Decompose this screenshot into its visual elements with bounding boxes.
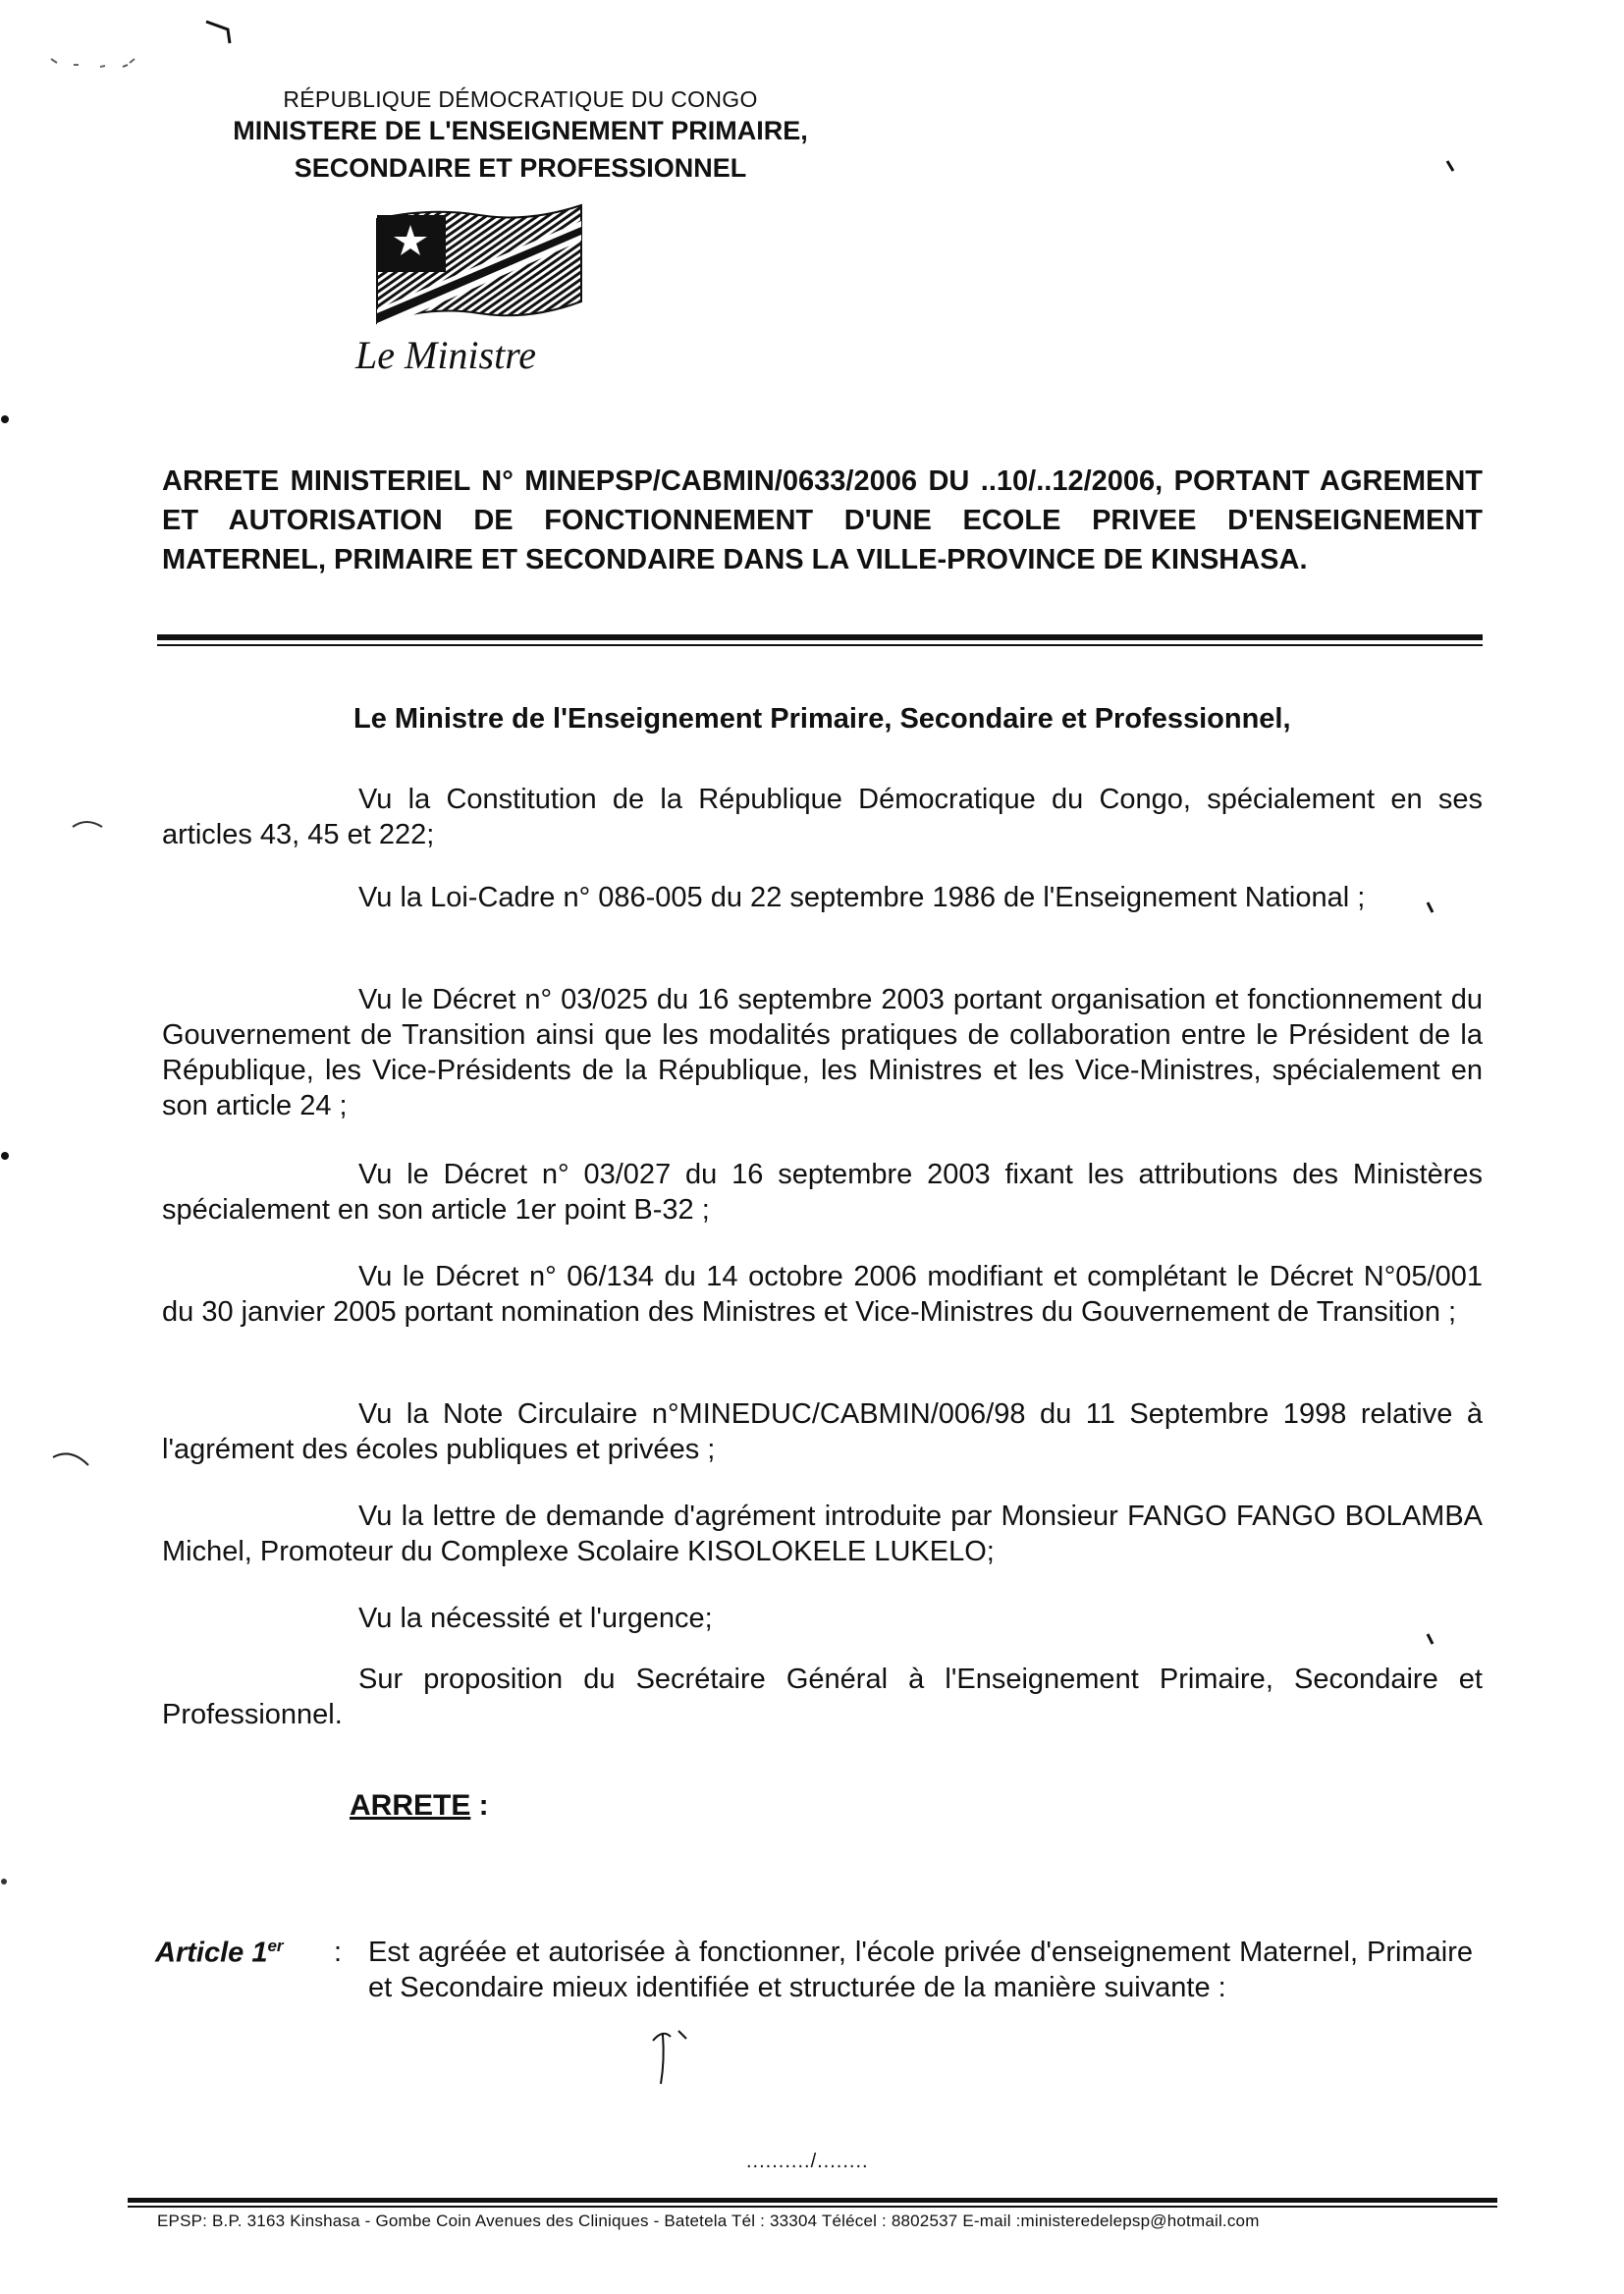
footer-address: EPSP: B.P. 3163 Kinshasa - Gombe Coin Avenues des Cliniques - Batetela Tél : 33304 Télécel : 8802537 E-mail :ministeredelepsp@hotmail.com <box>157 2212 1260 2230</box>
scan-mark <box>1443 157 1463 177</box>
article-1-label <box>155 1937 284 1970</box>
article-1-label-text: Article 1 <box>155 1937 268 1969</box>
footer-rule-thin <box>128 2206 1497 2208</box>
consideration-constitution: Vu la Constitution de la République Démocratique du Congo, spécialement en ses articles 43, 45 et 222; <box>162 784 1483 850</box>
article-1-label-sup: er <box>267 1937 284 1955</box>
consideration-decret-03-027: Vu le Décret n° 03/027 du 16 septembre 2003 fixant les attributions des Ministères spécialement en son article 1er point B-32 ; <box>162 1159 1483 1226</box>
scan-mark <box>49 1444 98 1473</box>
article-1-text: Est agréée et autorisée à fonctionner, l'école privée d'enseignement Maternel, Primaire et Secondaire mieux identifiée et structurée de la manière suivante : <box>368 1937 1473 2003</box>
consideration-note-circulaire: Vu la Note Circulaire n°MINEDUC/CABMIN/006/98 du 11 Septembre 1998 relative à l'agrément des écoles publiques et privées ; <box>162 1398 1483 1465</box>
consideration-proposition: Sur proposition du Secrétaire Général à l'Enseignement Primaire, Secondaire et Professionnel. <box>162 1664 1483 1730</box>
scan-mark <box>39 49 167 79</box>
footer-rule <box>128 2198 1497 2203</box>
arrete-heading-colon: : <box>470 1789 489 1822</box>
title-rule-thin <box>157 644 1483 646</box>
flag-emblem <box>371 201 587 339</box>
consideration-urgence: Vu la nécessité et l'urgence; <box>358 1603 713 1634</box>
signatory-title: Le Ministre <box>355 333 537 377</box>
article-1-colon: : <box>334 1937 343 1968</box>
title-rule <box>157 634 1483 640</box>
decree-title: ARRETE MINISTERIEL N° MINEPSP/CABMIN/0633/2006 DU ..10/..12/2006, PORTANT AGREMENT ET AUTORISATION DE FONCTIONNEMENT D'UNE ECOLE PRIVEE D'ENSEIGNEMENT MATERNEL, PRIMAIRE ET SECONDAIRE DANS LA VILLE-PROVINCE DE KINSHASA. <box>162 465 1483 575</box>
scan-mark <box>0 1149 14 1163</box>
scan-mark <box>69 815 108 835</box>
country-name: RÉPUBLIQUE DÉMOCRATIQUE DU CONGO <box>283 86 758 112</box>
page-continuation: ........../........ <box>746 2151 869 2172</box>
consideration-loi-cadre: Vu la Loi-Cadre n° 086-005 du 22 septembre 1986 de l'Enseignement National ; <box>358 882 1366 913</box>
scan-mark <box>0 1876 12 1887</box>
consideration-decret-06-134: Vu le Décret n° 06/134 du 14 octobre 2006 modifiant et complétant le Décret N°05/001 du 30 janvier 2005 portant nomination des Ministres et Vice-Ministres du Gouvernement de Transition ; <box>162 1261 1483 1328</box>
arrete-heading-text: ARRETE <box>350 1789 471 1822</box>
scan-mark <box>0 412 14 426</box>
minister-designation: Le Ministre de l'Enseignement Primaire, Secondaire et Professionnel, <box>353 703 1291 735</box>
consideration-decret-03-025: Vu le Décret n° 03/025 du 16 septembre 2003 portant organisation et fonctionnement du Gouvernement de Transition ainsi que les modalités pratiques de collaboration entre le Président de la République, les Vice-Présidents de la République, les Ministres et les Vice-Ministres, spécialement en son article 24 ; <box>162 984 1483 1121</box>
arrete-heading <box>350 1789 489 1823</box>
handwritten-initial <box>643 2021 712 2090</box>
consideration-lettre-demande: Vu la lettre de demande d'agrément introduite par Monsieur FANGO FANGO BOLAMBA Michel, Promoteur du Complexe Scolaire KISOLOKELE LUKELO; <box>162 1501 1483 1567</box>
ministry-name-line2: SECONDAIRE ET PROFESSIONNEL <box>294 153 747 183</box>
ministry-name-line1: MINISTERE DE L'ENSEIGNEMENT PRIMAIRE, <box>233 116 808 145</box>
